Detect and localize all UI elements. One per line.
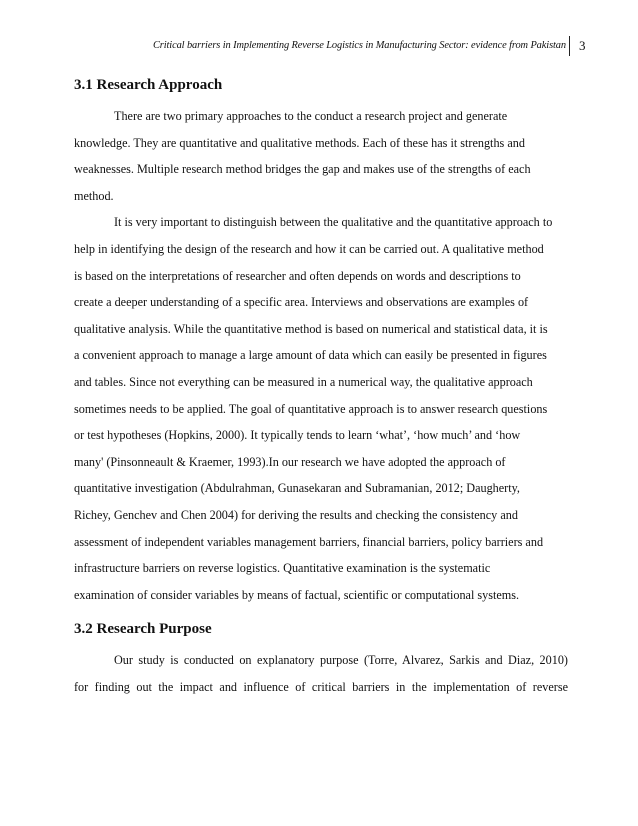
text-line: qualitative analysis. While the quantitative method is based on numerical and statistical data, it is [74,321,548,336]
text-line: create a deeper understanding of a specific area. Interviews and observations are examples of [74,295,529,310]
text-line: quantitative investigation (Abdulrahman, Gunasekaran and Subramanian, 2012; Daugherty, [74,481,520,496]
text-line: a convenient approach to manage a large amount of data which can easily be presented in figures [74,348,547,363]
text-line: for finding out the impact and influence of critical barriers in the implementation of reverse [74,679,568,694]
text-line: is based on the interpretations of researcher and often depends on words and descriptions to [74,268,521,283]
text-line: Our study is conducted on explanatory purpose (Torre, Alvarez, Sarkis and Diaz, 2010) [114,653,568,668]
page-header [0,36,638,58]
paragraph [74,209,568,608]
text-line: Richey, Genchev and Chen 2004) for deriving the results and checking the consistency and [74,507,518,522]
section-heading-research-approach: 3.1 Research Approach [74,77,223,93]
header-divider [569,36,570,56]
text-line: method. [74,188,114,203]
text-line: and tables. Since not everything can be measured in a numerical way, the qualitative approach [74,374,533,389]
text-line: knowledge. They are quantitative and qualitative methods. Each of these has it strengths and [74,135,525,150]
text-line: or test hypotheses (Hopkins, 2000). It typically tends to learn ‘what’, ‘how much’ and ‘how [74,428,521,443]
text-line: many' (Pinsonneault & Kraemer, 1993).In our research we have adopted the approach of [74,454,506,469]
text-line: sometimes needs to be applied. The goal of quantitative approach is to answer research questions [74,401,548,416]
paragraph [74,103,568,209]
text-line: It is very important to distinguish between the qualitative and the quantitative approach to [114,215,553,230]
text-line: assessment of independent variables management barriers, financial barriers, policy barriers and [74,534,544,549]
running-title: Critical barriers in Implementing Reverse Logistics in Manufacturing Sector: evidence from Pakistan [152,40,566,51]
page-number: 3 [579,38,586,53]
section-heading-research-purpose: 3.2 Research Purpose [74,621,212,638]
text-line: There are two primary approaches to the conduct a research project and generate [114,109,508,123]
paragraph [74,647,568,700]
text-line: help in identifying the design of the research and how it can be carried out. A qualitative method [74,241,544,256]
text-line: examination of consider variables by means of factual, scientific or computational systems. [74,587,520,602]
document-body [74,68,568,700]
text-line: weaknesses. Multiple research method bridges the gap and makes use of the strengths of each [74,162,531,177]
text-line: infrastructure barriers on reverse logistics. Quantitative examination is the systematic [74,561,491,576]
